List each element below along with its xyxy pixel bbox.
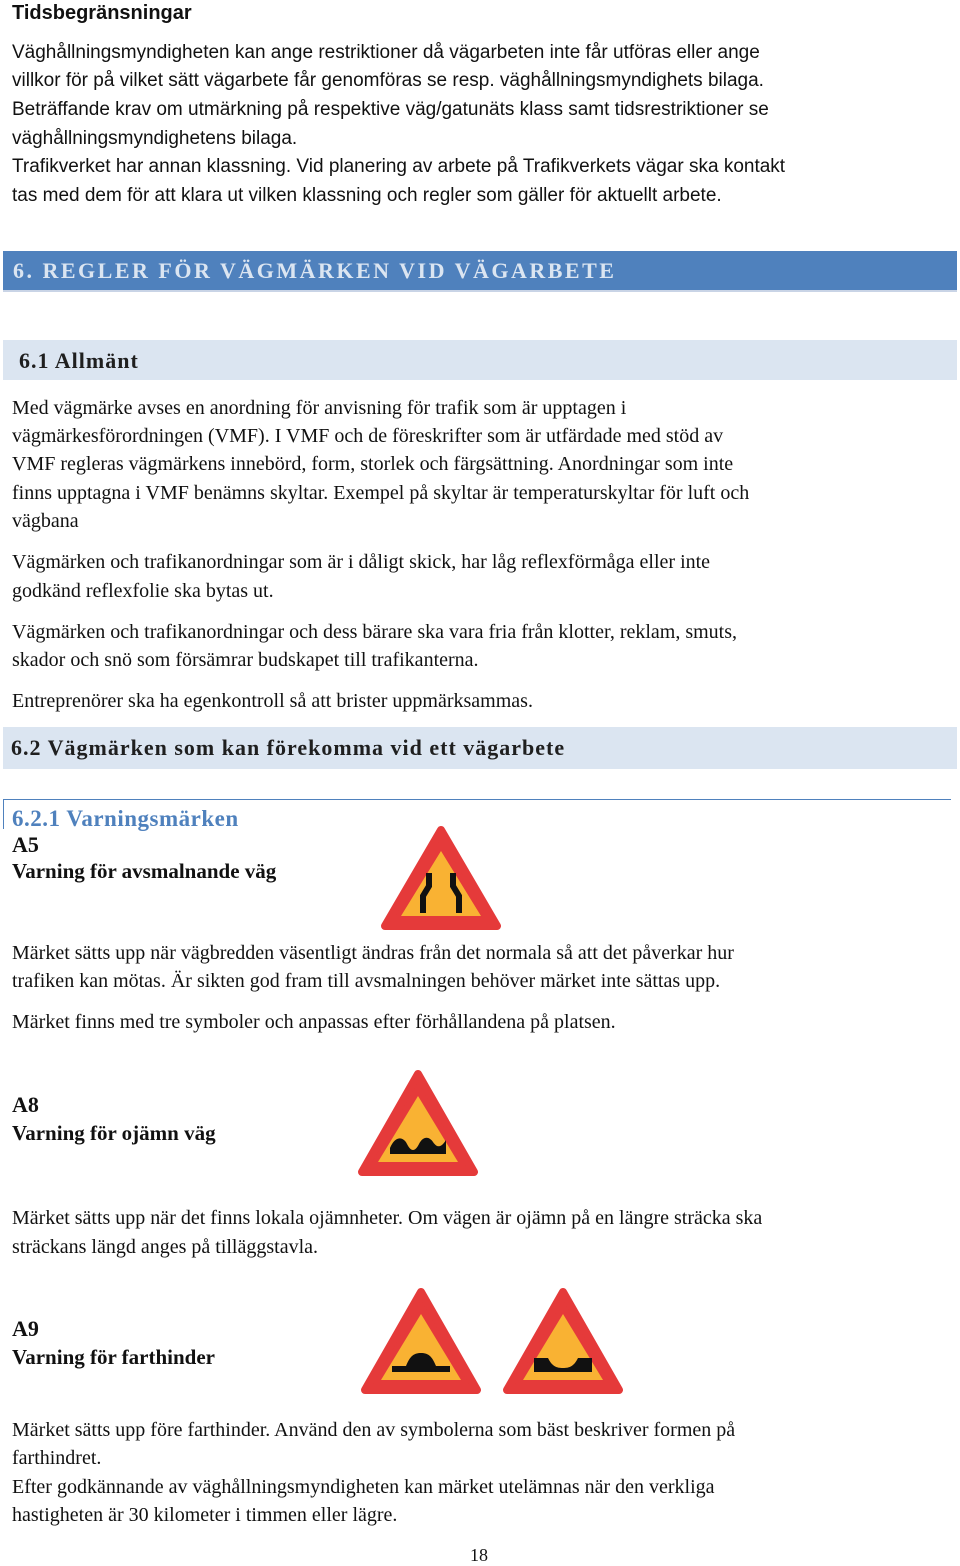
text-line: VMF regleras vägmärkens innebörd, form, storlek och färgsättning. Anordningar som inte xyxy=(12,453,734,475)
sign-title-a5: Varning för avsmalnande väg xyxy=(12,859,277,883)
text-line: Väghållningsmyndigheten kan ange restriktioner då vägarbeten inte får utföras eller ange xyxy=(12,42,760,63)
text-line: Vägmärken och trafikanordningar och dess bärare ska vara fria från klotter, reklam, smuts, xyxy=(12,621,738,643)
section-heading-6-1: 6.1 Allmänt xyxy=(19,348,139,373)
text-line: Vägmärken och trafikanordningar som är i dåligt skick, har låg reflexförmåga eller inte xyxy=(12,551,711,573)
text-line: tas med dem för att klara ut vilken klassning och regler som gäller för aktuellt arbete. xyxy=(12,185,722,206)
section-heading-6: 6. REGLER FÖR VÄGMÄRKEN VID VÄGARBETE xyxy=(13,258,617,283)
section-heading-band-6 xyxy=(3,251,957,292)
text-line: Märket sätts upp när vägbredden väsentligt ändras från det normala så att det påverkar hur xyxy=(12,942,734,964)
sign-code-a9: A9 xyxy=(12,1316,39,1341)
section-title-tidsbegransningar: Tidsbegränsningar xyxy=(12,2,192,24)
text-line: villkor för på vilket sätt vägarbete får genomföras se resp. väghållningsmyndighets bilaga. xyxy=(12,70,764,91)
text-line: Märket sätts upp när det finns lokala ojämnheter. Om vägen är ojämn på en längre sträcka ska xyxy=(12,1207,763,1229)
sign-title-a8: Varning för ojämn väg xyxy=(12,1121,216,1145)
text-line: vägmärkesförordningen (VMF). I VMF och de föreskrifter som är utfärdade med stöd av xyxy=(12,425,724,447)
sign-code-a8: A8 xyxy=(12,1092,39,1117)
uneven-road-warning-sign-icon xyxy=(357,1068,479,1178)
text-line: skador och snö som försämrar budskapet till trafikanterna. xyxy=(12,649,479,671)
text-line: Trafikverket har annan klassning. Vid planering av arbete på Trafikverkets vägar ska kontakt xyxy=(12,156,786,177)
text-line: farthindret. xyxy=(12,1447,102,1469)
text-line: Märket finns med tre symboler och anpassas efter förhållandena på platsen. xyxy=(12,1011,616,1033)
page-number: 18 xyxy=(470,1545,488,1565)
text-line: Efter godkännande av väghållningsmyndigheten kan märket utelämnas när den verkliga xyxy=(12,1476,715,1498)
text-line: väghållningsmyndighetens bilaga. xyxy=(12,128,298,149)
text-line: Entreprenörer ska ha egenkontroll så att brister uppmärksammas. xyxy=(12,690,533,712)
section-heading-band-6-1 xyxy=(3,340,957,380)
section-heading-band-6-2 xyxy=(3,727,957,769)
section-heading-6-2-1: 6.2.1 Varningsmärken xyxy=(12,806,239,831)
heading-rule xyxy=(3,799,951,800)
sign-title-a9: Varning för farthinder xyxy=(12,1345,216,1369)
text-line: trafiken kan mötas. Är sikten god fram till avsmalningen behöver märket inte sättas upp. xyxy=(12,970,721,992)
text-line: sträckans längd anges på tilläggstavla. xyxy=(12,1236,319,1258)
text-line: Med vägmärke avses en anordning för anvisning för trafik som är upptagen i xyxy=(12,397,627,419)
text-line: hastigheten är 30 kilometer i timmen eller lägre. xyxy=(12,1504,398,1526)
narrowing-road-warning-sign-icon xyxy=(380,824,502,932)
section-heading-6-2: 6.2 Vägmärken som kan förekomma vid ett vägarbete xyxy=(11,735,566,760)
text-line: vägbana xyxy=(12,510,79,532)
sign-code-a5: A5 xyxy=(12,832,39,857)
text-line: finns upptagna i VMF benämns skyltar. Exempel på skyltar är temperaturskyltar för luft och xyxy=(12,482,750,504)
dip-speed-bump-warning-sign-icon xyxy=(502,1286,624,1396)
speed-bump-warning-sign-icon xyxy=(360,1286,482,1396)
text-line: godkänd reflexfolie ska bytas ut. xyxy=(12,580,274,602)
text-line: Beträffande krav om utmärkning på respektive väg/gatunäts klass samt tidsrestriktioner se xyxy=(12,99,769,120)
text-line: Märket sätts upp före farthinder. Använd den av symbolerna som bäst beskriver formen på xyxy=(12,1419,736,1441)
heading-rule-left xyxy=(3,799,4,829)
